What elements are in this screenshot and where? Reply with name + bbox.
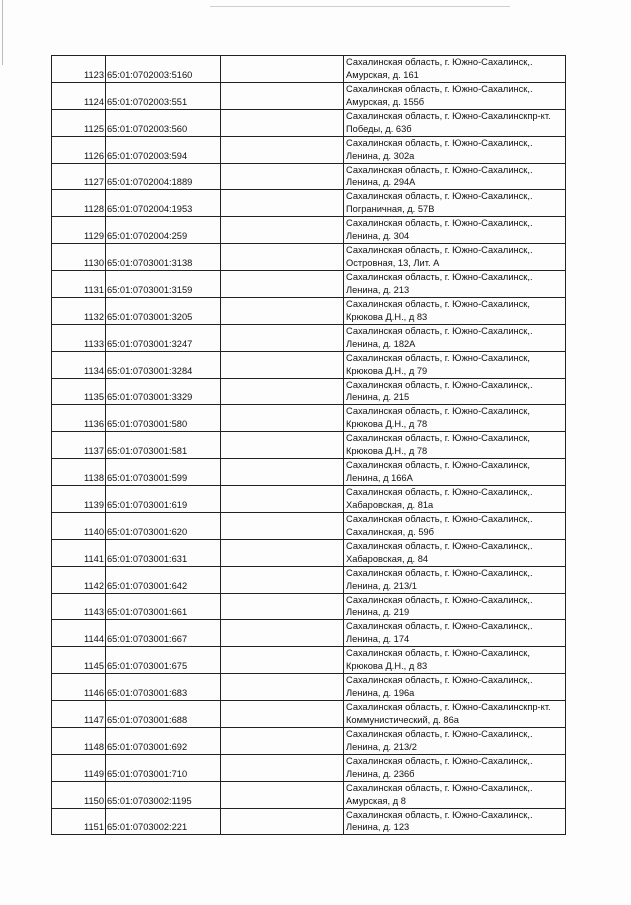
cadastral-number: 65:01:0703001:675 [106,647,221,674]
address-line-2: Коммунистический, д. 86а [346,714,459,725]
address-line-1: Сахалинская область, г. Южно-Сахалинск, [346,406,530,417]
table-row [52,674,566,701]
address-line-2: Ленина, д. 213/1 [346,580,417,591]
empty-cell [221,512,344,539]
cadastral-number: 65:01:0703001:580 [106,405,221,432]
table-row [52,190,566,217]
table-row [52,324,566,351]
cadastral-number: 65:01:0703001:581 [106,432,221,459]
row-number: 1139 [52,486,106,513]
empty-cell [221,136,344,163]
empty-cell [221,82,344,109]
address-line-2: Сахалинская, д. 59б [346,526,435,537]
table-row [52,163,566,190]
cadastral-number: 65:01:0702004:1889 [106,163,221,190]
address-line-1: Сахалинская область, г. Южно-Сахалинск,. [346,137,533,148]
address-line-2: Ленина, д. 304 [346,231,410,242]
address-cell [344,351,566,378]
table-row [52,56,566,83]
address-line-2: Крюкова Д.Н., д 78 [346,446,428,457]
address-line-1: Сахалинская область, г. Южно-Сахалинск,. [346,675,533,686]
address-line-2: Ленина, д. 196а [346,688,415,699]
address-line-1: Сахалинская область, г. Южно-Сахалинск,. [346,164,533,175]
cadastral-number: 65:01:0703001:3205 [106,297,221,324]
row-number: 1141 [52,539,106,566]
address-cell [344,566,566,593]
cadastral-number: 65:01:0703001:667 [106,620,221,647]
cadastral-number: 65:01:0703001:3138 [106,244,221,271]
empty-cell [221,405,344,432]
table-row [52,271,566,298]
cadastral-number: 65:01:0703001:3284 [106,351,221,378]
address-line-1: Сахалинская область, г. Южно-Сахалинск,. [346,809,533,820]
empty-cell [221,432,344,459]
cadastral-number: 65:01:0702004:259 [106,217,221,244]
address-line-2: Крюкова Д.Н., д 83 [346,311,428,322]
row-number: 1137 [52,432,106,459]
address-cell [344,486,566,513]
address-cell [344,190,566,217]
empty-cell [221,593,344,620]
table-row [52,808,566,835]
table-row [52,647,566,674]
table-row [52,378,566,405]
address-line-1: Сахалинская область, г. Южно-Сахалинск, [346,648,530,659]
address-line-2: Ленина, д 166А [346,473,413,484]
address-cell [344,674,566,701]
address-cell [344,781,566,808]
table-row [52,109,566,136]
address-cell [344,324,566,351]
address-line-2: Ленина, д. 123 [346,822,410,833]
address-line-2: Хабаровская, д. 81а [346,499,434,510]
address-line-2: Победы, д. 63б [346,123,412,134]
cadastral-number: 65:01:0703001:631 [106,539,221,566]
row-number: 1145 [52,647,106,674]
address-line-1: Сахалинская область, г. Южно-Сахалинск,. [346,57,533,67]
address-line-2: Ленина, д. 219 [346,607,410,618]
empty-cell [221,781,344,808]
row-number: 1148 [52,727,106,754]
row-number: 1130 [52,244,106,271]
row-number: 1128 [52,190,106,217]
cadastral-number: 65:01:0703001:688 [106,701,221,728]
address-line-1: Сахалинская область, г. Южно-Сахалинск, [346,298,530,309]
registry-table-body [52,56,566,835]
table-row [52,512,566,539]
address-cell [344,512,566,539]
address-cell [344,593,566,620]
table-row [52,297,566,324]
row-number: 1138 [52,459,106,486]
table-row [52,727,566,754]
cadastral-number: 65:01:0702003:594 [106,136,221,163]
row-number: 1132 [52,297,106,324]
address-cell [344,539,566,566]
address-line-2: Островная, 13, Лит. А [346,258,440,269]
cadastral-number: 65:01:0703001:692 [106,727,221,754]
address-line-1: Сахалинская область, г. Южно-Сахалинск,. [346,272,533,282]
address-cell [344,459,566,486]
address-line-1: Сахалинская область, г. Южно-Сахалинск,. [346,513,533,524]
row-number: 1124 [52,82,106,109]
address-line-2: Ленина, д. 302а [346,150,415,161]
address-line-1: Сахалинская область, г. Южно-Сахалинск,. [346,218,533,229]
table-row [52,781,566,808]
address-line-1: Сахалинская область, г. Южно-Сахалинск,. [346,782,533,793]
table-row [52,620,566,647]
address-line-2: Крюкова Д.Н., д 83 [346,661,428,672]
address-line-1: Сахалинская область, г. Южно-Сахалинск,. [346,621,533,632]
empty-cell [221,324,344,351]
row-number: 1150 [52,781,106,808]
address-line-2: Ленина, д. 174 [346,634,410,645]
row-number: 1133 [52,324,106,351]
row-number: 1136 [52,405,106,432]
cadastral-number: 65:01:0703001:683 [106,674,221,701]
row-number: 1123 [52,56,106,83]
address-line-1: Сахалинская область, г. Южно-Сахалинск,. [346,755,533,766]
table-row [52,136,566,163]
address-line-1: Сахалинская область, г. Южно-Сахалинск,. [346,594,533,605]
cadastral-number: 65:01:0702004:1953 [106,190,221,217]
empty-cell [221,190,344,217]
cadastral-number: 65:01:0702003:560 [106,109,221,136]
scan-edge-mark [2,0,3,65]
table-row [52,701,566,728]
row-number: 1135 [52,378,106,405]
row-number: 1146 [52,674,106,701]
empty-cell [221,56,344,83]
empty-cell [221,754,344,781]
address-cell [344,432,566,459]
cadastral-number: 65:01:0703001:3247 [106,324,221,351]
address-line-2: Ленина, д. 215 [346,392,410,403]
empty-cell [221,109,344,136]
empty-cell [221,566,344,593]
table-row [52,244,566,271]
empty-cell [221,674,344,701]
address-cell [344,647,566,674]
address-line-2: Крюкова Д.Н., д 79 [346,365,428,376]
address-line-2: Ленина, д. 182А [346,338,416,349]
scan-edge-line [210,6,510,7]
empty-cell [221,217,344,244]
empty-cell [221,163,344,190]
address-line-2: Ленина, д. 236б [346,768,415,779]
empty-cell [221,351,344,378]
empty-cell [221,620,344,647]
address-line-2: Пограничная, д. 57В [346,204,435,215]
table-row [52,593,566,620]
address-line-1: Сахалинская область, г. Южно-Сахалинск,. [346,567,533,578]
address-line-1: Сахалинская область, г. Южно-Сахалинск,. [346,245,533,256]
table-row [52,217,566,244]
row-number: 1149 [52,754,106,781]
cadastral-number: 65:01:0702003:551 [106,82,221,109]
empty-cell [221,808,344,835]
cadastral-number: 65:01:0703001:3159 [106,271,221,298]
cadastral-number: 65:01:0703001:619 [106,486,221,513]
address-line-1: Сахалинская область, г. Южно-Сахалинск,. [346,728,533,739]
address-cell [344,82,566,109]
address-cell [344,109,566,136]
cadastral-number: 65:01:0703001:620 [106,512,221,539]
address-line-1: Сахалинская область, г. Южно-Сахалинск,. [346,325,533,336]
address-line-1: Сахалинская область, г. Южно-Сахалинскпр-кт. [346,110,551,121]
cadastral-number: 65:01:0703001:599 [106,459,221,486]
address-cell [344,56,566,83]
address-line-2: Хабаровская, д. 84 [346,553,429,564]
address-cell [344,217,566,244]
empty-cell [221,727,344,754]
address-line-2: Ленина, д. 213 [346,284,410,295]
empty-cell [221,486,344,513]
table-row [52,754,566,781]
cadastral-registry-table [51,55,566,835]
address-line-2: Амурская, д 8 [346,795,406,806]
empty-cell [221,378,344,405]
empty-cell [221,297,344,324]
address-cell [344,163,566,190]
address-cell [344,378,566,405]
address-line-1: Сахалинская область, г. Южно-Сахалинск, [346,352,530,363]
address-line-1: Сахалинская область, г. Южно-Сахалинск,. [346,540,533,551]
address-cell [344,754,566,781]
address-line-2: Крюкова Д.Н., д 78 [346,419,428,430]
cadastral-number: 65:01:0703001:642 [106,566,221,593]
address-cell [344,808,566,835]
row-number: 1147 [52,701,106,728]
cadastral-number: 65:01:0702003:5160 [106,56,221,83]
address-cell [344,620,566,647]
table-row [52,486,566,513]
row-number: 1144 [52,620,106,647]
table-row [52,432,566,459]
cadastral-number: 65:01:0703002:221 [106,808,221,835]
address-cell [344,727,566,754]
table-row [52,405,566,432]
table-row [52,459,566,486]
address-cell [344,297,566,324]
row-number: 1129 [52,217,106,244]
empty-cell [221,701,344,728]
empty-cell [221,647,344,674]
cadastral-number: 65:01:0703002:1195 [106,781,221,808]
row-number: 1126 [52,136,106,163]
address-line-1: Сахалинская область, г. Южно-Сахалинск,. [346,83,533,94]
address-line-1: Сахалинская область, г. Южно-Сахалинск, [346,433,530,444]
cadastral-number: 65:01:0703001:710 [106,754,221,781]
cadastral-number: 65:01:0703001:661 [106,593,221,620]
address-line-2: Амурская, д. 161 [346,69,419,80]
address-line-1: Сахалинская область, г. Южно-Сахалинск,. [346,191,533,202]
row-number: 1151 [52,808,106,835]
address-cell [344,701,566,728]
address-cell [344,405,566,432]
row-number: 1143 [52,593,106,620]
address-line-1: Сахалинская область, г. Южно-Сахалинск,. [346,487,533,497]
empty-cell [221,539,344,566]
empty-cell [221,244,344,271]
row-number: 1127 [52,163,106,190]
row-number: 1142 [52,566,106,593]
address-cell [344,136,566,163]
table-row [52,82,566,109]
address-line-2: Ленина, д. 213/2 [346,741,417,752]
table-row [52,539,566,566]
empty-cell [221,459,344,486]
address-line-1: Сахалинская область, г. Южно-Сахалинск,. [346,379,533,390]
address-line-1: Сахалинская область, г. Южно-Сахалинск, [346,460,530,471]
cadastral-number: 65:01:0703001:3329 [106,378,221,405]
table-row [52,566,566,593]
address-line-2: Амурская, д. 155б [346,96,425,107]
row-number: 1140 [52,512,106,539]
table-row [52,351,566,378]
row-number: 1125 [52,109,106,136]
address-cell [344,244,566,271]
row-number: 1131 [52,271,106,298]
empty-cell [221,271,344,298]
address-cell [344,271,566,298]
address-line-1: Сахалинская область, г. Южно-Сахалинскпр-кт. [346,702,551,712]
row-number: 1134 [52,351,106,378]
address-line-2: Ленина, д. 294А [346,177,416,188]
